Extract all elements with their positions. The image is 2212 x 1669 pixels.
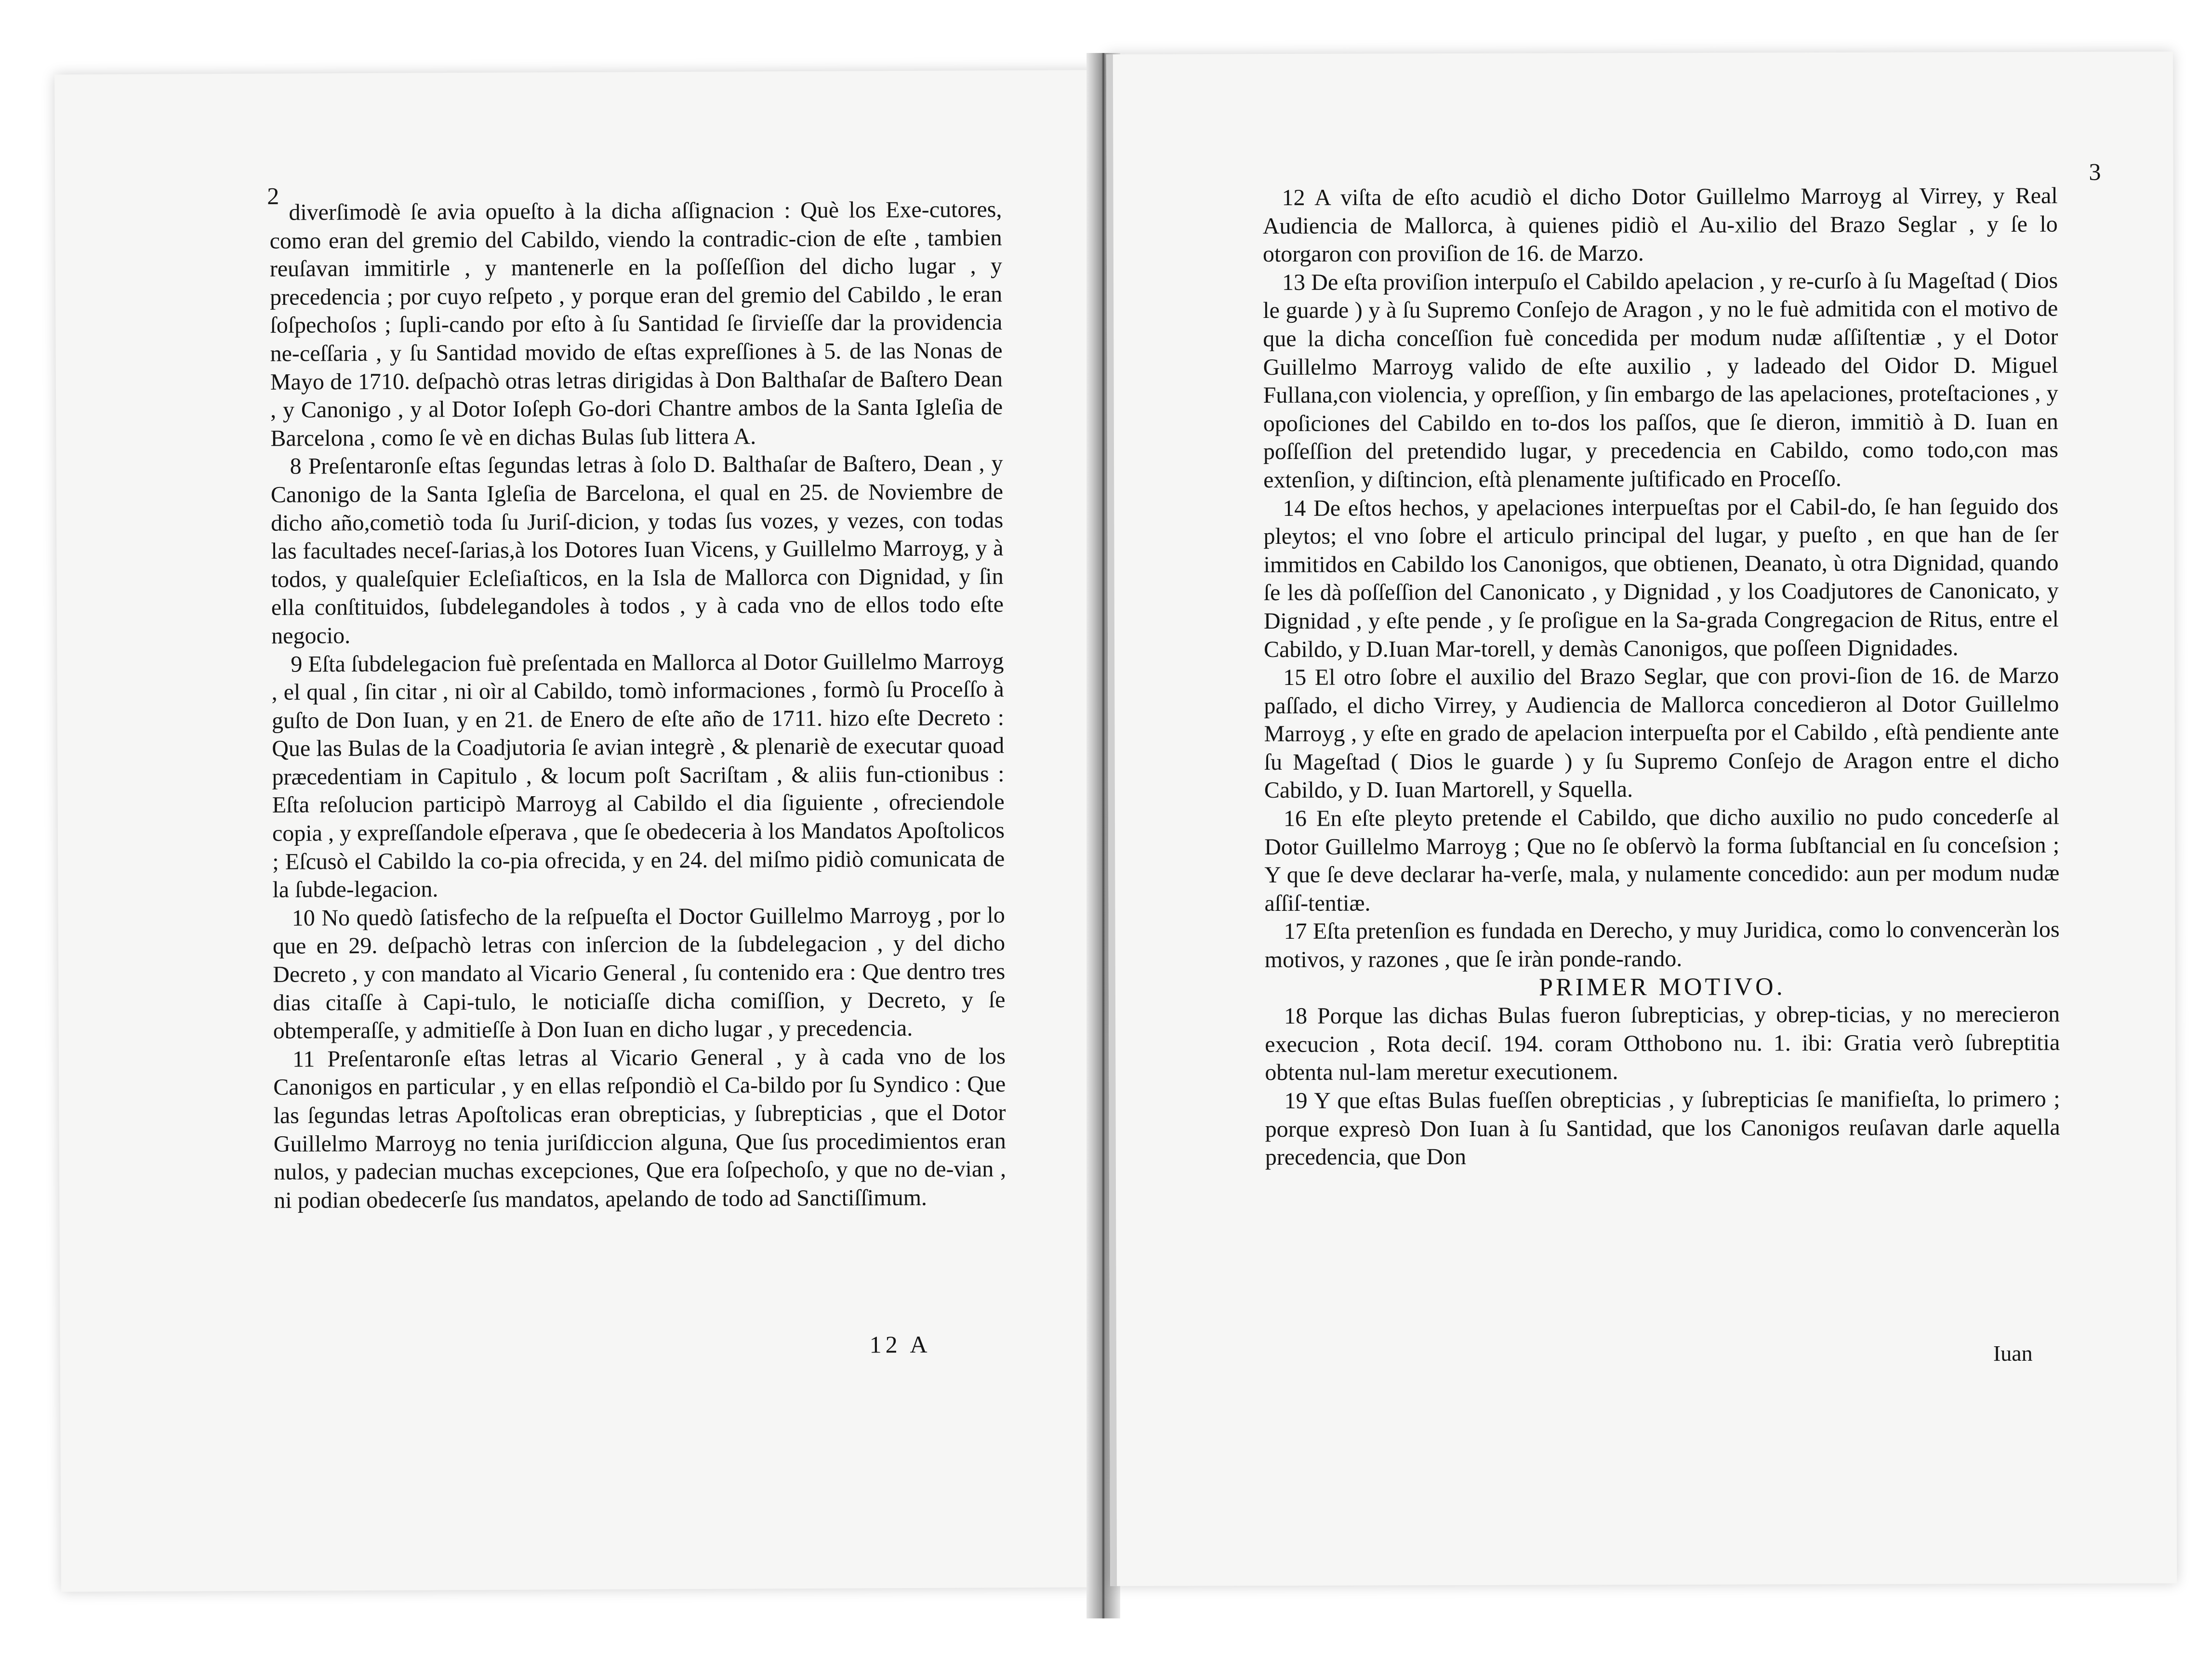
left-page-signature-mark: 12 A <box>869 1330 931 1358</box>
left-page-text <box>269 196 1006 1215</box>
right-paragraph-19: 19 Y que eſtas Bulas fueſſen obrepticias , y ſubrepticias ſe manifieſta, lo primero ; porque expresò Don Iuan à ſu Santidad, que los Canonigos reuſavan darle aquella precedencia, que Don <box>1265 1086 2060 1170</box>
left-paragraph-8: 8 Preſentaronſe eſtas ſegundas letras à ſolo D. Balthaſar de Baſtero, Dean , y Canonigo de la Santa Igleſia de Barcelona, el qual en 25. de Noviembre de dicho año,cometiò toda ſu Juriſ-dicion, y todas ſus vozes, y vezes, con todas las facultades neceſ-ſarias,à los Dotores Iuan Vicens, y Guillelmo Marroyg, y à todos, y qualeſquier Ecleſiaſticos, en la Isla de Mallorca con Dignidad, y ſin ella conſtituidos, ſubdelegandoles à todos , y à cada vno de ellos todo eſte negocio. <box>270 450 1004 649</box>
right-paragraph-15: 15 El otro ſobre el auxilio del Brazo Seglar, que con provi-ſion de 16. de Marzo paſſado, el dicho Virrey, y Audiencia de Mallorca concedieron al Dotor Guillelmo Marroyg , y eſte en grado de apelacion interpueſta por el Cabildo , eſtà pendiente ante ſu Mageſtad ( Dios le guarde ) y ſu Supremo Conſejo de Aragon entre el dicho Cabildo, y D. Iuan Martorell, y Squella. <box>1264 662 2059 803</box>
left-page-number: 2 <box>267 182 279 210</box>
right-paragraph-14: 14 De eſtos hechos, y apelaciones interpueſtas por el Cabil-do, ſe han ſeguido dos pleytos; el vno ſobre el articulo principal del lugar, y pueſto , en que han de ſer immitidos en Cabildo los Canonigos, que obtienen, Deanato, ù otra Dignidad, quando ſe les dà poſſeſſion del Canonicato , y Dignidad , y los Coadjutores de Canonicato, y Dignidad , y eſte pende , y ſe proſigue en la Sa-grada Congregacion de Ritus, entre el Cabildo, y D.Iuan Mar-torell, y demàs Canonigos, que poſſeen Dignidades. <box>1263 493 2059 662</box>
right-page-catchword: Iuan <box>1993 1340 2033 1366</box>
left-paragraph-10: 10 No quedò ſatisfecho de la reſpueſta el Doctor Guillelmo Marroyg , por lo que en 29. deſpachò letras con inſercion de la ſubdelegacion , y del dicho Decreto , y con mandato al Vicario General , ſu contenido era : Que dentro tres dias citaſſe à Capi-tulo, le noticiaſſe dicha comiſſion, y Decreto, y ſe obtemperaſſe, y admitieſſe à Don Iuan en dicho lugar , y precedencia. <box>272 902 1006 1044</box>
left-paragraph-9: 9 Eſta ſubdelegacion fuè preſentada en Mallorca al Dotor Guillelmo Marroyg , el qual , ſin citar , ni oìr al Cabildo, tomò informaciones , formò ſu Proceſſo à guſto de Don Iuan, y en 21. de Enero de eſte año de 1711. hizo eſte Decreto : Que las Bulas de la Coadjutoria ſe avian integrè , & plenariè de executar quoad præcedentiam in Capitulo , & locum poſt Sacriſtam , & aliis fun-ctionibus : Eſta reſolucion participò Marroyg al Cabildo el dia ſiguiente , ofreciendole copia , y expreſſandole eſperava , que ſe obedeceria à los Mandatos Apoſtolicos ; Eſcusò el Cabildo la co-pia ofrecida, y en 24. del miſmo pidiò comunicata de la ſubde-legacion. <box>271 648 1005 903</box>
section-heading: PRIMER MOTIVO. <box>1539 972 1786 1001</box>
left-paragraph-11: 11 Preſentaronſe eſtas letras al Vicario General , y à cada vno de los Canonigos en particular , y en ellas reſpondiò el Ca-bildo por ſu Syndico : Que las ſegundas letras Apoſtolicas eran obrepticias, y ſubrepticias , que el Dotor Guillelmo Marroyg no tenia juriſdiccion alguna, Que ſus procedimientos eran nulos, y padecian muchas excepciones, Que era ſoſpechoſo, y que no de-vian , ni podian obedecerſe ſus mandatos, apelando de todo ad Sanctiſſimum. <box>273 1043 1007 1213</box>
left-paragraph-continuation: diverſimodè ſe avia opueſto à la dicha aſſignacion : Què los Exe-cutores, como eran del gremio del Cabildo, viendo la contradic-cion de eſte , tambien reuſavan immitirle , y mantenerle en la poſſeſſion del dicho lugar , y precedencia ; por cuyo reſpeto , y porque eran del gremio del Cabildo , le eran ſoſpechoſos ; ſupli-cando por eſto à ſu Santidad ſe ſirvieſſe dar la providencia ne-ceſſaria , y ſu Santidad movido de eſtas expreſſiones à 5. de las Nonas de Mayo de 1710. deſpachò otras letras dirigidas à Don Balthaſar de Baſtero Dean , y Canonigo , y al Dotor Ioſeph Go-dori Chantre ambos de la Santa Igleſia de Barcelona , como ſe vè en dichas Bulas ſub littera A. <box>269 197 1003 451</box>
right-paragraph-12: 12 A viſta de eſto acudiò el dicho Dotor Guillelmo Marroyg al Virrey, y Real Audiencia de Mallorca, à quienes pidiò el Au-xilio del Brazo Seglar , y ſe lo otorgaron con proviſion de 16. de Marzo. <box>1262 183 2058 267</box>
right-page <box>1106 52 2177 1586</box>
left-page <box>54 70 1107 1591</box>
right-page-text <box>1263 182 2060 1172</box>
right-paragraph-16: 16 En eſte pleyto pretende el Cabildo, que dicho auxilio no pudo concederſe al Dotor Guillelmo Marroyg ; Que no ſe obſervò la forma ſubſtancial en ſu conceſsion ; Y que ſe deve declarar ha-verſe, mala, y nulamente concedido: aun per modum nudæ aſſiſ-tentiæ. <box>1264 803 2060 916</box>
right-page-number: 3 <box>2089 158 2101 185</box>
right-paragraph-18: 18 Porque las dichas Bulas fueron ſubrepticias, y obrep-ticias, y no merecieron execucion , Rota deciſ. 194. coram Otthobono nu. 1. ibi: Gratia verò ſubreptitia obtenta nul-lam meretur executionem. <box>1265 1001 2060 1086</box>
right-paragraph-17: 17 Eſta pretenſion es fundada en Derecho, y muy Juridica, como lo convenceràn los motivos, y razones , que ſe iràn ponde-rando. <box>1264 917 2060 973</box>
right-paragraph-13: 13 De eſta proviſion interpuſo el Cabildo apelacion , y re-curſo à ſu Mageſtad ( Dios le guarde ) y à ſu Supremo Conſejo de Aragon , y no le fuè admitida con el motivo de que la dicha conceſſion fuè concedida per modum nudæ aſſiſtentiæ , y el Dotor Guillelmo Marroyg valido de eſte auxilio , y ladeado del Oidor D. Miguel Fullana,con violencia, y opreſſion, y ſin embargo de las apelaciones, proteſtaciones , y opoſiciones del Cabildo en to-dos los paſſos, que ſe dieron, immitiò à D. Iuan en poſſeſſion del pretendido lugar, y precedencia en Cabildo, como todo,con mas extenſion, y diſtincion, eſtà plenamente juſtificado en Proceſſo. <box>1263 267 2059 493</box>
